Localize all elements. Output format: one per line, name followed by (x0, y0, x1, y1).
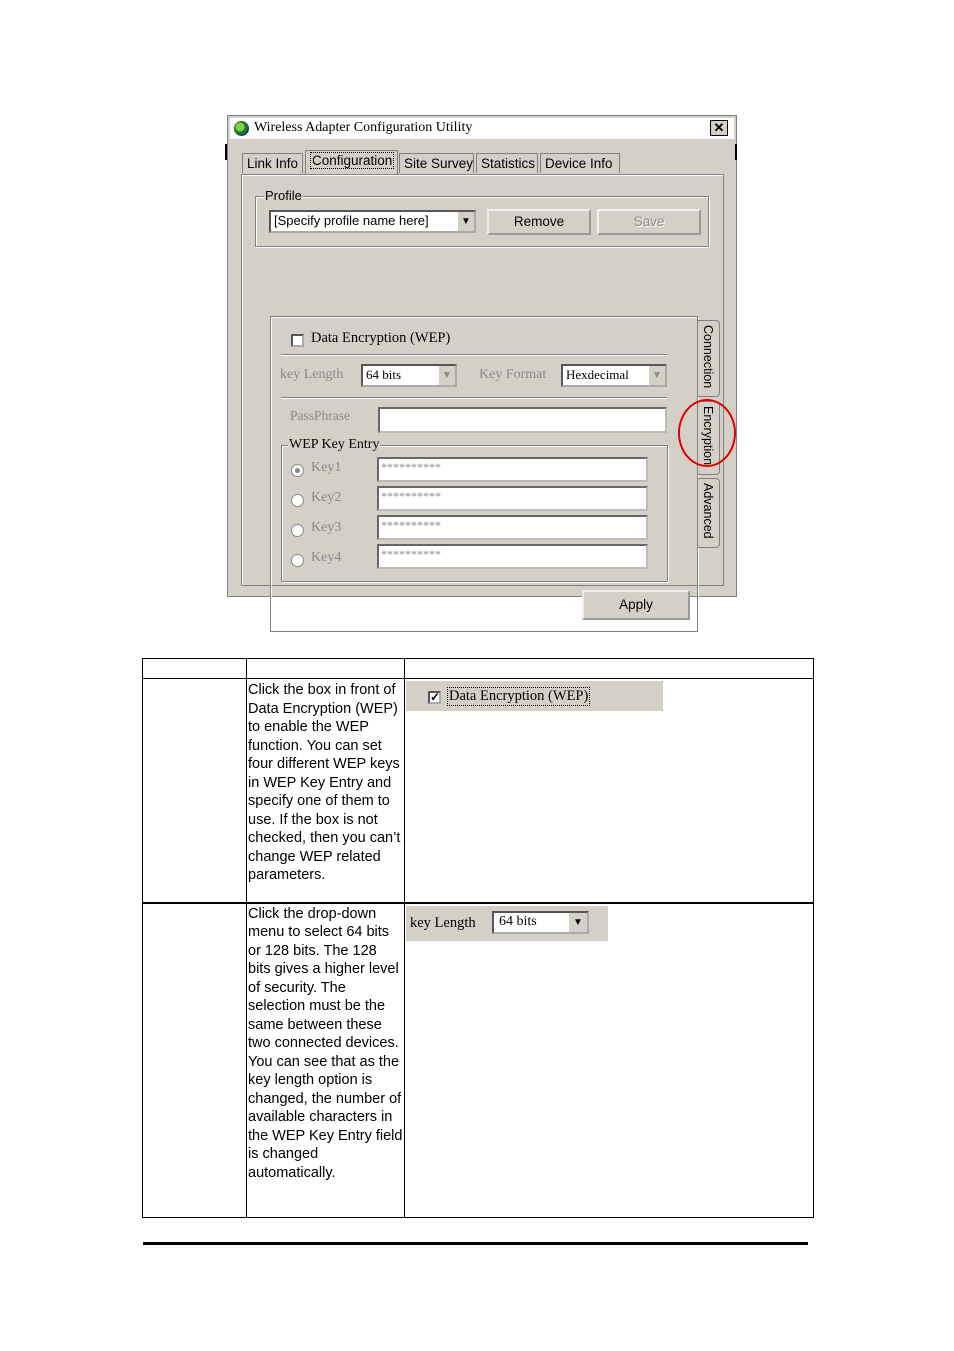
profile-group (255, 188, 709, 247)
key4-radio[interactable] (291, 554, 304, 567)
passphrase-label: PassPhrase (290, 408, 350, 423)
encryption-panel (270, 316, 698, 632)
window-title: Wireless Adapter Configuration Utility (254, 120, 473, 135)
tab-link-info[interactable]: Link Info (242, 153, 303, 173)
key3-radio[interactable] (291, 524, 304, 537)
tab-site-survey[interactable]: Site Survey (399, 153, 474, 173)
header-cell (247, 659, 405, 679)
key-length-value: 64 bits (366, 367, 402, 382)
snippet-label: Data Encryption (WEP) (449, 688, 589, 704)
chevron-down-icon[interactable]: ▼ (648, 366, 665, 385)
config-utility-window (227, 115, 737, 612)
profile-select[interactable] (269, 210, 476, 233)
key-format-value: Hexdecimal (566, 367, 629, 382)
table-header-row (143, 659, 814, 679)
header-cell (405, 659, 814, 679)
passphrase-input[interactable] (378, 407, 667, 433)
chevron-down-icon[interactable]: ▼ (457, 212, 474, 231)
profile-legend: Profile (265, 188, 302, 203)
row-description: Click the drop-down menu to select 64 bits or 128 bits. The 128 bits gives a higher level of security. The selection must be the same between these two connected devices. You can see that as the key length option is changed, the number of available characters in the WEP Key Entry field is changed automatically. (247, 903, 405, 1218)
row-name-cell (143, 679, 247, 903)
table-row (143, 679, 814, 903)
chevron-down-icon[interactable]: ▼ (438, 366, 455, 385)
key-format-select[interactable] (561, 364, 667, 387)
row-image-cell (405, 679, 814, 903)
key2-label: Key2 (311, 490, 342, 505)
snippet-select (492, 911, 589, 934)
profile-select-value: [Specify profile name here] (274, 213, 429, 228)
key-length-snippet (406, 906, 608, 941)
right-edge-mark (735, 144, 737, 160)
side-tab-encryption[interactable]: Encryption (698, 401, 720, 475)
apply-button[interactable]: Apply (582, 590, 690, 620)
tab-configuration[interactable]: Configuration (305, 150, 398, 174)
tab-device-info[interactable]: Device Info (540, 153, 620, 173)
wep-key-entry-legend: WEP Key Entry (289, 437, 380, 452)
footer-rule (143, 1242, 808, 1245)
wep-checkbox-label: Data Encryption (WEP) (311, 330, 451, 346)
key3-label: Key3 (311, 520, 342, 535)
key4-input[interactable]: ********** (377, 544, 648, 569)
checked-checkbox: ✓ (430, 690, 441, 704)
key1-label: Key1 (311, 460, 342, 475)
row-name-cell (143, 903, 247, 1218)
save-button[interactable]: Save (597, 209, 701, 235)
table-row (143, 903, 814, 1218)
snippet-value: 64 bits (499, 913, 537, 929)
wep-checkbox-snippet (406, 681, 663, 711)
key3-input[interactable]: ********** (377, 515, 648, 540)
side-tab-advanced[interactable]: Advanced (698, 478, 720, 548)
row-image-cell (405, 903, 814, 1218)
side-tab-connection[interactable]: Connection (698, 320, 720, 397)
wep-key-entry-group (281, 437, 668, 582)
chevron-down-icon: ▼ (569, 913, 587, 932)
header-cell (143, 659, 247, 679)
key1-radio[interactable] (291, 464, 304, 477)
key4-label: Key4 (311, 550, 342, 565)
key-length-label: key Length (280, 367, 344, 382)
divider (281, 397, 667, 398)
highlight-circle (678, 399, 736, 467)
snippet-label: key Length (410, 914, 476, 931)
row-description: Click the box in front of Data Encryption (WEP) to enable the WEP function. You can set four different WEP keys in WEP Key Entry and specify one of them to use. If the box is not checked, then you can’t change WEP related parameters. (247, 679, 405, 903)
description-table (142, 658, 814, 1218)
key1-input[interactable]: ********** (377, 457, 648, 482)
tab-statistics[interactable]: Statistics (476, 153, 538, 173)
key2-input[interactable]: ********** (377, 486, 648, 511)
key-length-select[interactable] (361, 364, 457, 387)
remove-button[interactable]: Remove (487, 209, 591, 235)
title-bar[interactable] (230, 118, 734, 139)
left-edge-mark (225, 144, 227, 160)
app-globe-icon (234, 121, 249, 136)
close-button[interactable]: ✕ (710, 120, 728, 136)
configuration-panel (241, 174, 724, 612)
wep-checkbox[interactable] (291, 334, 304, 347)
divider (281, 354, 667, 355)
key2-radio[interactable] (291, 494, 304, 507)
key-format-label: Key Format (479, 367, 547, 382)
